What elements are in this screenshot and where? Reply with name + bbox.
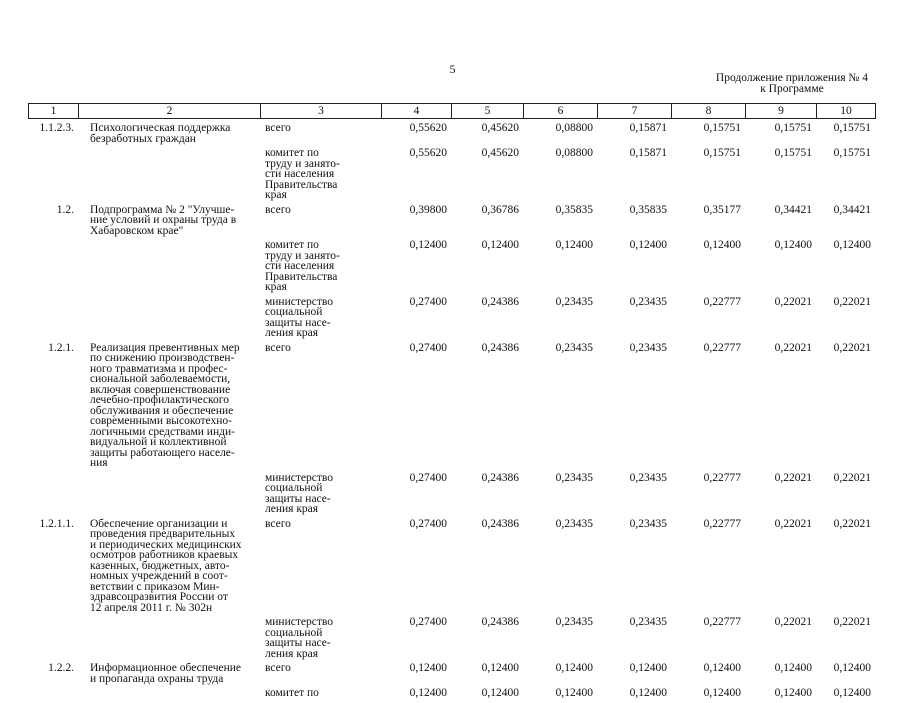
- row-value: 0,24386: [481, 471, 519, 484]
- row-value: 0,24386: [481, 616, 519, 628]
- row-executor: комитет по: [265, 687, 319, 699]
- row-value: 0,24386: [481, 517, 519, 530]
- row-value: 0,08800: [555, 147, 593, 159]
- spacer-cell: [597, 699, 671, 703]
- spacer-cell: [260, 699, 381, 703]
- row-value: 0,22021: [833, 341, 871, 354]
- row-name: Обеспечение организации и проведения предварительных и периодических медицинских осмотров работников краевых казенных, бюджетных, авто- номных учреждений в соот- ветствии с приказом Мин- здравсоцразвития России от 12 апреля 2011 г. № 302н: [90, 517, 242, 614]
- row-value: 0,15751: [774, 122, 812, 134]
- header-cell: 3: [261, 104, 382, 119]
- row-value: 0,12400: [833, 687, 871, 699]
- row-value: 0,12400: [703, 239, 741, 251]
- row-value: 0,22021: [833, 517, 871, 530]
- table-row: [28, 617, 875, 659]
- row-value: 0,27400: [409, 471, 447, 484]
- row-value: 0,22021: [833, 471, 871, 484]
- row-value: 0,23435: [555, 295, 593, 308]
- row-value: 0,24386: [481, 341, 519, 354]
- row-value: 0,24386: [481, 295, 519, 308]
- header-cell: 5: [452, 104, 524, 119]
- page-number: 5: [449, 62, 456, 76]
- row-executor: министерство социальной защиты насе- ления края: [265, 471, 333, 515]
- spacer-cell: [745, 699, 816, 703]
- row-value: 0,12400: [555, 662, 593, 674]
- table-row: [28, 519, 875, 614]
- row-value: 0,22021: [774, 471, 812, 484]
- row-value: 0,15751: [833, 147, 871, 159]
- table-row: [28, 123, 875, 144]
- row-value: 0,22777: [703, 341, 741, 354]
- table-row: [28, 343, 875, 469]
- table-row: [28, 297, 875, 339]
- row-name: [78, 688, 260, 699]
- row-value: 0,23435: [629, 616, 667, 628]
- row-value: 0,12400: [833, 239, 871, 251]
- row-executor: всего: [265, 341, 291, 354]
- row-code: [28, 240, 78, 293]
- row-name: [78, 473, 260, 515]
- row-value: 0,08800: [555, 122, 593, 134]
- row-value: 0,12400: [409, 239, 447, 251]
- row-name: [78, 617, 260, 659]
- row-value: 0,27400: [409, 341, 447, 354]
- row-value: 0,27400: [409, 616, 447, 628]
- row-value: 0,22021: [774, 341, 812, 354]
- row-value: 0,12400: [774, 662, 812, 674]
- row-value: 0,23435: [555, 471, 593, 484]
- row-value: 0,55620: [409, 122, 447, 134]
- row-name: Информационное обеспечение и пропаганда охраны труда: [90, 662, 241, 685]
- row-executor: всего: [265, 517, 291, 530]
- row-value: 0,35835: [555, 203, 593, 216]
- row-value: 0,23435: [629, 341, 667, 354]
- row-name: [78, 240, 260, 293]
- row-value: 0,12400: [774, 239, 812, 251]
- row-value: 0,22777: [703, 295, 741, 308]
- row-executor: министерство социальной защиты насе- ления края: [265, 616, 333, 660]
- row-spacer: [28, 699, 875, 703]
- row-value: 0,12400: [555, 239, 593, 251]
- program-data-table: [28, 123, 875, 703]
- row-value: 0,22021: [833, 295, 871, 308]
- header-cell: 8: [672, 104, 746, 119]
- row-executor: комитет по труду и занято- сти населения Правительства края: [265, 239, 340, 293]
- row-code: [28, 617, 78, 659]
- column-number-header: [28, 103, 876, 119]
- spacer-cell: [381, 699, 451, 703]
- row-value: 0,15751: [703, 122, 741, 134]
- row-value: 0,15751: [703, 147, 741, 159]
- row-code: 1.2.2.: [48, 662, 74, 674]
- row-name: [78, 148, 260, 201]
- row-value: 0,23435: [629, 471, 667, 484]
- row-value: 0,12400: [481, 687, 519, 699]
- header-cell: 6: [524, 104, 598, 119]
- row-value: 0,22777: [703, 517, 741, 530]
- header-cell: 10: [817, 104, 876, 119]
- row-value: 0,22021: [833, 616, 871, 628]
- table-row: [28, 240, 875, 293]
- row-name: [78, 297, 260, 339]
- row-value: 0,36786: [481, 203, 519, 216]
- spacer-cell: [671, 699, 745, 703]
- table-row: [28, 688, 875, 699]
- row-value: 0,22021: [774, 295, 812, 308]
- row-value: 0,12400: [629, 239, 667, 251]
- row-executor: всего: [265, 662, 291, 674]
- row-code: [28, 688, 78, 699]
- row-value: 0,27400: [409, 517, 447, 530]
- row-value: 0,12400: [409, 687, 447, 699]
- row-value: 0,12400: [555, 687, 593, 699]
- row-value: 0,34421: [774, 203, 812, 216]
- row-code: [28, 148, 78, 201]
- header-cell: 1: [29, 104, 79, 119]
- header-cell: 9: [746, 104, 817, 119]
- row-executor: комитет по труду и занято- сти населения Правительства края: [265, 147, 340, 201]
- row-code: [28, 297, 78, 339]
- table-row: [28, 663, 875, 684]
- row-value: 0,15871: [629, 122, 667, 134]
- row-code: [28, 473, 78, 515]
- spacer-cell: [78, 699, 260, 703]
- continuation-line: Продолжение приложения № 4: [715, 72, 868, 84]
- row-value: 0,35835: [629, 203, 667, 216]
- row-value: 0,27400: [409, 295, 447, 308]
- row-value: 0,12400: [629, 662, 667, 674]
- row-value: 0,12400: [481, 662, 519, 674]
- row-value: 0,23435: [555, 517, 593, 530]
- row-value: 0,23435: [555, 341, 593, 354]
- row-value: 0,22021: [774, 517, 812, 530]
- row-value: 0,15751: [833, 122, 871, 134]
- row-value: 0,39800: [409, 203, 447, 216]
- row-value: 0,23435: [555, 616, 593, 628]
- row-executor: всего: [265, 122, 291, 134]
- continuation-note: [716, 73, 868, 95]
- row-name: Подпрограмма № 2 "Улучше- ние условий и охраны труда в Хабаровском крае": [90, 203, 237, 237]
- row-value: 0,22777: [703, 471, 741, 484]
- row-value: 0,35177: [703, 203, 741, 216]
- table-row: [28, 205, 875, 237]
- row-executor: всего: [265, 203, 291, 216]
- spacer-cell: [523, 699, 597, 703]
- row-value: 0,23435: [629, 517, 667, 530]
- row-value: 0,22777: [703, 616, 741, 628]
- row-value: 0,12400: [833, 662, 871, 674]
- row-value: 0,22021: [774, 616, 812, 628]
- row-code: 1.1.2.3.: [39, 122, 74, 134]
- row-executor: министерство социальной защиты насе- ления края: [265, 295, 333, 339]
- table-row: [28, 473, 875, 515]
- row-code: 1.2.1.1.: [39, 517, 74, 530]
- row-value: 0,45620: [481, 122, 519, 134]
- header-cell: 4: [382, 104, 452, 119]
- table-row: [28, 148, 875, 201]
- row-value: 0,34421: [833, 203, 871, 216]
- row-name: Реализация превентивных мер по снижению производствен- ного травматизма и профес- сиональной заболеваемости, включая совершенствование лечебно-профилактического обслуживания и обеспечение современными высокотехно- логичными средствами инди- видуальной и коллективной защиты работающего населе- ния: [90, 341, 240, 469]
- header-cell: 2: [79, 104, 261, 119]
- row-value: 0,12400: [774, 687, 812, 699]
- header-cell: 7: [598, 104, 672, 119]
- row-value: 0,55620: [409, 147, 447, 159]
- row-code: 1.2.1.: [48, 341, 74, 354]
- spacer-cell: [451, 699, 523, 703]
- row-value: 0,12400: [703, 687, 741, 699]
- spacer-cell: [28, 699, 78, 703]
- row-code: 1.2.: [56, 203, 74, 216]
- spacer-cell: [816, 699, 875, 703]
- row-value: 0,12400: [629, 687, 667, 699]
- continuation-line: к Программе: [760, 83, 824, 95]
- row-value: 0,15871: [629, 147, 667, 159]
- row-value: 0,12400: [703, 662, 741, 674]
- row-name: Психологическая поддержка безработных граждан: [90, 122, 231, 145]
- row-value: 0,15751: [774, 147, 812, 159]
- row-value: 0,23435: [629, 295, 667, 308]
- row-value: 0,45620: [481, 147, 519, 159]
- row-value: 0,12400: [409, 662, 447, 674]
- row-value: 0,12400: [481, 239, 519, 251]
